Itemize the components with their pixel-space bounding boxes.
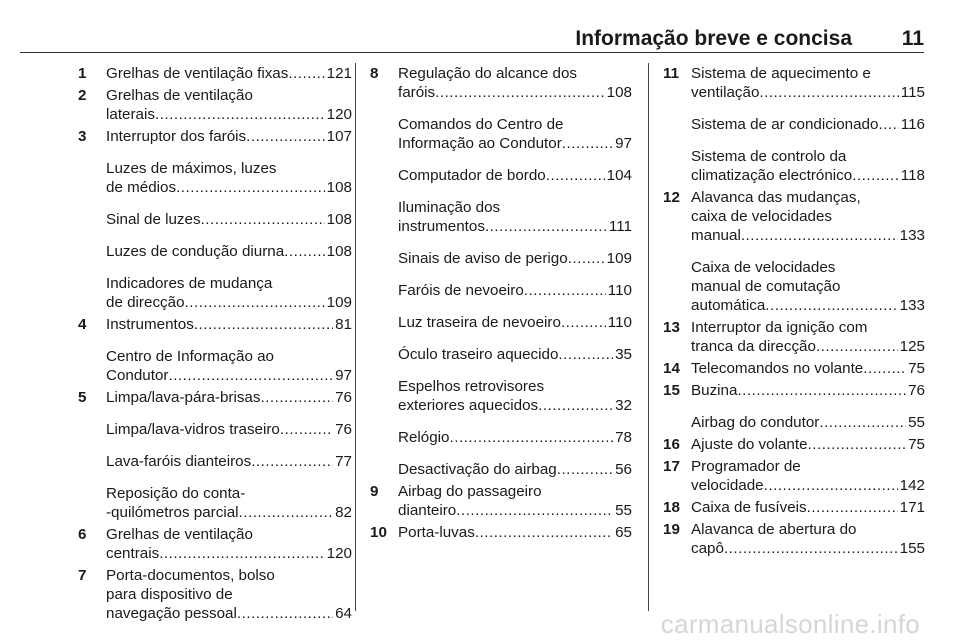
entry-label: Relógio <box>398 429 450 446</box>
toc-entry <box>663 188 925 245</box>
toc-entry <box>370 313 632 332</box>
page-reference: 65 <box>615 524 632 541</box>
entry-label: Luzes de condução diurna <box>106 243 285 260</box>
dot-leader <box>246 127 325 146</box>
entry-line <box>106 366 352 385</box>
item-number: 14 <box>663 360 680 377</box>
entry-label: Alavanca das mudanças, <box>691 189 861 206</box>
page-reference: 133 <box>899 227 925 244</box>
entry-label: Alavanca de abertura do <box>691 521 857 538</box>
toc-entry <box>78 210 352 229</box>
entry-label: Sistema de aquecimento e <box>691 65 871 82</box>
entry-line <box>106 566 352 585</box>
entry-line <box>106 210 352 229</box>
toc-entry <box>663 498 925 517</box>
toc-entry <box>663 457 925 495</box>
toc-entry <box>370 345 632 364</box>
page-reference: 76 <box>335 421 352 438</box>
entry-line <box>691 435 925 454</box>
toc-entry <box>78 347 352 385</box>
dot-leader <box>557 460 613 479</box>
entry-line <box>691 83 925 102</box>
dot-leader <box>251 452 333 471</box>
entry-label: de médios <box>106 179 177 196</box>
entry-label: Espelhos retrovisores <box>398 378 545 395</box>
toc-entry <box>370 166 632 185</box>
toc-entry <box>370 115 632 153</box>
dot-leader <box>201 210 325 229</box>
entry-label: Sinais de aviso de perigo <box>398 250 568 267</box>
entry-line <box>398 281 632 300</box>
entry-label: Interruptor dos faróis <box>106 128 247 145</box>
dot-leader <box>741 226 898 245</box>
page-reference: 104 <box>606 167 632 184</box>
entry-label: Faróis de nevoeiro <box>398 282 524 299</box>
entry-line <box>691 539 925 558</box>
entry-line <box>691 413 925 432</box>
page-reference: 121 <box>326 65 352 82</box>
dot-leader <box>280 420 333 439</box>
entry-label: laterais <box>106 106 155 123</box>
entry-label: automática <box>691 297 766 314</box>
page-reference: 81 <box>335 316 352 333</box>
toc-column-3 <box>663 64 925 561</box>
entry-label: manual de comutação <box>691 278 841 295</box>
dot-leader <box>562 134 613 153</box>
entry-line <box>691 115 925 134</box>
toc-entry <box>370 64 632 102</box>
page-reference: 108 <box>326 243 352 260</box>
item-number: 2 <box>78 87 87 104</box>
page-reference: 120 <box>326 106 352 123</box>
page-reference: 35 <box>615 346 632 363</box>
dot-leader <box>239 503 334 522</box>
page-reference: 110 <box>607 314 632 331</box>
toc-entry <box>370 249 632 268</box>
toc-entry <box>78 566 352 623</box>
toc-entry <box>663 318 925 356</box>
page-reference: 77 <box>335 453 352 470</box>
entry-label: Iluminação dos <box>398 199 501 216</box>
page-reference: 155 <box>899 540 925 557</box>
page-reference: 82 <box>335 504 352 521</box>
entry-line <box>398 396 632 415</box>
page-reference: 97 <box>335 367 352 384</box>
page-reference: 142 <box>899 477 925 494</box>
item-number: 7 <box>78 567 87 584</box>
entry-line <box>691 188 925 207</box>
entry-label: Sistema de ar condicionado <box>691 116 879 133</box>
dot-leader <box>852 166 899 185</box>
column-divider <box>355 63 356 611</box>
entry-line <box>106 315 352 334</box>
item-number: 8 <box>370 65 379 82</box>
dot-leader <box>863 359 906 378</box>
entry-label: Limpa/lava-pára-brisas <box>106 389 261 406</box>
entry-line <box>398 313 632 332</box>
dot-leader <box>737 381 906 400</box>
item-number: 19 <box>663 521 680 538</box>
dot-leader <box>456 501 613 520</box>
item-number: 10 <box>370 524 387 541</box>
toc-entry <box>370 523 632 542</box>
entry-label: climatização electrónico <box>691 167 853 184</box>
dot-leader <box>819 413 906 432</box>
entry-line <box>398 166 632 185</box>
column-divider <box>648 63 649 611</box>
page-reference: 56 <box>615 461 632 478</box>
entry-label: exteriores aquecidos <box>398 397 539 414</box>
entry-line <box>398 134 632 153</box>
page-reference: 55 <box>908 414 925 431</box>
entry-line <box>106 127 352 146</box>
entry-line <box>398 345 632 364</box>
toc-entry <box>78 315 352 334</box>
dot-leader <box>878 115 898 134</box>
dot-leader <box>558 345 613 364</box>
toc-column-1 <box>78 64 352 626</box>
page-reference: 115 <box>900 84 925 101</box>
toc-entry <box>78 452 352 471</box>
toc-entry <box>370 377 632 415</box>
page-reference: 118 <box>900 167 925 184</box>
entry-line <box>691 64 925 83</box>
toc-entry <box>663 147 925 185</box>
dot-leader <box>260 388 333 407</box>
entry-label: centrais <box>106 545 160 562</box>
entry-line <box>691 166 925 185</box>
entry-label: Óculo traseiro aquecido <box>398 346 559 363</box>
entry-label: instrumentos <box>398 218 485 235</box>
entry-line <box>106 64 352 83</box>
dot-leader <box>237 604 333 623</box>
entry-line <box>691 258 925 277</box>
page-reference: 125 <box>899 338 925 355</box>
entry-label: faróis <box>398 84 436 101</box>
entry-line <box>106 420 352 439</box>
item-number: 17 <box>663 458 680 475</box>
dot-leader <box>724 539 898 558</box>
page-title: Informação breve e concisa <box>575 27 852 50</box>
page-reference: 78 <box>615 429 632 446</box>
entry-line <box>691 359 925 378</box>
toc-entry <box>78 525 352 563</box>
dot-leader <box>568 249 605 268</box>
entry-label: Desactivação do airbag <box>398 461 557 478</box>
toc-entry <box>663 520 925 558</box>
entry-label: Ajuste do volante <box>691 436 808 453</box>
toc-entry <box>663 381 925 400</box>
entry-label: Reposição do conta- <box>106 485 246 502</box>
entry-label: Luzes de máximos, luzes <box>106 160 277 177</box>
entry-line <box>691 381 925 400</box>
entry-line <box>106 347 352 366</box>
entry-line <box>691 147 925 166</box>
dot-leader <box>194 315 333 334</box>
entry-label: manual <box>691 227 741 244</box>
entry-label: Telecomandos no volante <box>691 360 864 377</box>
toc-entry <box>370 482 632 520</box>
page-reference: 64 <box>335 605 352 622</box>
entry-line <box>691 520 925 539</box>
entry-label: Caixa de fusíveis <box>691 499 807 516</box>
entry-label: Buzina <box>691 382 738 399</box>
toc-column-2 <box>370 64 632 545</box>
entry-label: Grelhas de ventilação fixas <box>106 65 289 82</box>
toc-entry <box>78 159 352 197</box>
entry-line <box>398 428 632 447</box>
toc-entry <box>663 359 925 378</box>
toc-entry <box>663 115 925 134</box>
dot-leader <box>807 498 898 517</box>
watermark: carmanualsonline.info <box>660 609 920 639</box>
entry-label: Comandos do Centro de <box>398 116 564 133</box>
item-number: 9 <box>370 483 379 500</box>
entry-label: Indicadores de mudança <box>106 275 273 292</box>
item-number: 13 <box>663 319 680 336</box>
entry-line <box>691 498 925 517</box>
entry-label: Sistema de controlo da <box>691 148 847 165</box>
dot-leader <box>155 105 325 124</box>
item-number: 18 <box>663 499 680 516</box>
entry-label: Interruptor da ignição com <box>691 319 868 336</box>
entry-line <box>106 178 352 197</box>
page-reference: 171 <box>899 499 925 516</box>
entry-line <box>106 242 352 261</box>
entry-line <box>106 503 352 522</box>
entry-line <box>106 604 352 623</box>
entry-line <box>106 585 352 604</box>
entry-line <box>106 274 352 293</box>
toc-entry <box>370 428 632 447</box>
entry-label: Instrumentos <box>106 316 194 333</box>
dot-leader <box>524 281 606 300</box>
dot-leader <box>546 166 605 185</box>
item-number: 1 <box>78 65 87 82</box>
entry-line <box>398 377 632 396</box>
item-number: 11 <box>663 65 680 82</box>
page-reference: 133 <box>899 297 925 314</box>
entry-line <box>398 83 632 102</box>
entry-label: ventilação <box>691 84 760 101</box>
entry-label: Grelhas de ventilação <box>106 526 253 543</box>
toc-entry <box>78 388 352 407</box>
entry-label: Programador de <box>691 458 801 475</box>
toc-entry <box>78 484 352 522</box>
dot-leader <box>475 523 613 542</box>
page-reference: 109 <box>326 294 352 311</box>
toc-entry <box>78 86 352 124</box>
page-reference: 107 <box>326 128 352 145</box>
entry-label: Porta-luvas <box>398 524 475 541</box>
entry-line <box>398 501 632 520</box>
entry-label: Informação ao Condutor <box>398 135 562 152</box>
dot-leader <box>450 428 614 447</box>
dot-leader <box>759 83 898 102</box>
toc-entry <box>78 242 352 261</box>
entry-line <box>106 293 352 312</box>
item-number: 3 <box>78 128 87 145</box>
dot-leader <box>288 64 324 83</box>
entry-label: de direcção <box>106 294 185 311</box>
entry-label: Grelhas de ventilação <box>106 87 253 104</box>
entry-label: -quilómetros parcial <box>106 504 239 521</box>
entry-label: Airbag do condutor <box>691 414 820 431</box>
page-reference: 109 <box>606 250 632 267</box>
entry-line <box>106 159 352 178</box>
toc-entry <box>663 64 925 102</box>
entry-label: Condutor <box>106 367 169 384</box>
page-reference: 76 <box>335 389 352 406</box>
item-number: 6 <box>78 526 87 543</box>
entry-label: velocidade <box>691 477 764 494</box>
dot-leader <box>538 396 613 415</box>
page-reference: 76 <box>908 382 925 399</box>
entry-line <box>398 64 632 83</box>
entry-line <box>691 277 925 296</box>
page-reference: 108 <box>326 211 352 228</box>
entry-line <box>106 525 352 544</box>
entry-line <box>106 105 352 124</box>
page-number: 11 <box>901 27 924 50</box>
page-reference: 55 <box>615 502 632 519</box>
page-reference: 75 <box>908 436 925 453</box>
toc-entry <box>78 420 352 439</box>
item-number: 15 <box>663 382 680 399</box>
dot-leader <box>435 83 605 102</box>
toc-entry <box>78 127 352 146</box>
dot-leader <box>168 366 333 385</box>
dot-leader <box>485 217 607 236</box>
entry-line <box>691 296 925 315</box>
item-number: 12 <box>663 189 680 206</box>
dot-leader <box>159 544 324 563</box>
page-reference: 116 <box>900 116 925 133</box>
toc-entry <box>78 64 352 83</box>
entry-label: caixa de velocidades <box>691 208 832 225</box>
entry-line <box>691 207 925 226</box>
item-number: 4 <box>78 316 87 333</box>
toc-entry <box>663 258 925 315</box>
entry-label: capô <box>691 540 724 557</box>
entry-line <box>691 457 925 476</box>
dot-leader <box>808 435 907 454</box>
entry-label: dianteiro <box>398 502 457 519</box>
item-number: 16 <box>663 436 680 453</box>
dot-leader <box>284 242 324 261</box>
page-reference: 75 <box>908 360 925 377</box>
entry-line <box>691 318 925 337</box>
toc-entry <box>370 460 632 479</box>
entry-line <box>106 388 352 407</box>
entry-line <box>106 452 352 471</box>
toc-entry <box>663 435 925 454</box>
entry-line <box>398 482 632 501</box>
entry-line <box>398 460 632 479</box>
page-header <box>20 24 924 53</box>
entry-line <box>106 484 352 503</box>
page-reference: 120 <box>326 545 352 562</box>
entry-line <box>106 86 352 105</box>
page-reference: 32 <box>615 397 632 414</box>
page-reference: 110 <box>607 282 632 299</box>
entry-label: Luz traseira de nevoeiro <box>398 314 561 331</box>
entry-line <box>398 523 632 542</box>
dot-leader <box>176 178 325 197</box>
page-reference: 108 <box>606 84 632 101</box>
item-number: 5 <box>78 389 87 406</box>
entry-label: Airbag do passageiro <box>398 483 542 500</box>
entry-line <box>398 217 632 236</box>
entry-label: Porta-documentos, bolso <box>106 567 275 584</box>
entry-label: Sinal de luzes <box>106 211 201 228</box>
entry-line <box>691 226 925 245</box>
entry-label: Lava-faróis dianteiros <box>106 453 252 470</box>
dot-leader <box>764 476 898 495</box>
entry-label: Limpa/lava-vidros traseiro <box>106 421 280 438</box>
dot-leader <box>561 313 606 332</box>
page-reference: 108 <box>326 179 352 196</box>
page-reference: 111 <box>608 218 632 235</box>
entry-line <box>691 337 925 356</box>
toc-entry <box>663 413 925 432</box>
entry-line <box>398 249 632 268</box>
page-reference: 97 <box>615 135 632 152</box>
entry-label: para dispositivo de <box>106 586 233 603</box>
entry-line <box>398 198 632 217</box>
dot-leader <box>765 296 897 315</box>
entry-label: Caixa de velocidades <box>691 259 836 276</box>
toc-entry <box>370 198 632 236</box>
toc-entry <box>370 281 632 300</box>
entry-line <box>691 476 925 495</box>
entry-label: navegação pessoal <box>106 605 237 622</box>
entry-label: tranca da direcção <box>691 338 816 355</box>
dot-leader <box>816 337 898 356</box>
dot-leader <box>185 293 325 312</box>
entry-label: Regulação do alcance dos <box>398 65 578 82</box>
entry-line <box>398 115 632 134</box>
entry-label: Computador de bordo <box>398 167 546 184</box>
toc-entry <box>78 274 352 312</box>
entry-label: Centro de Informação ao <box>106 348 275 365</box>
entry-line <box>106 544 352 563</box>
